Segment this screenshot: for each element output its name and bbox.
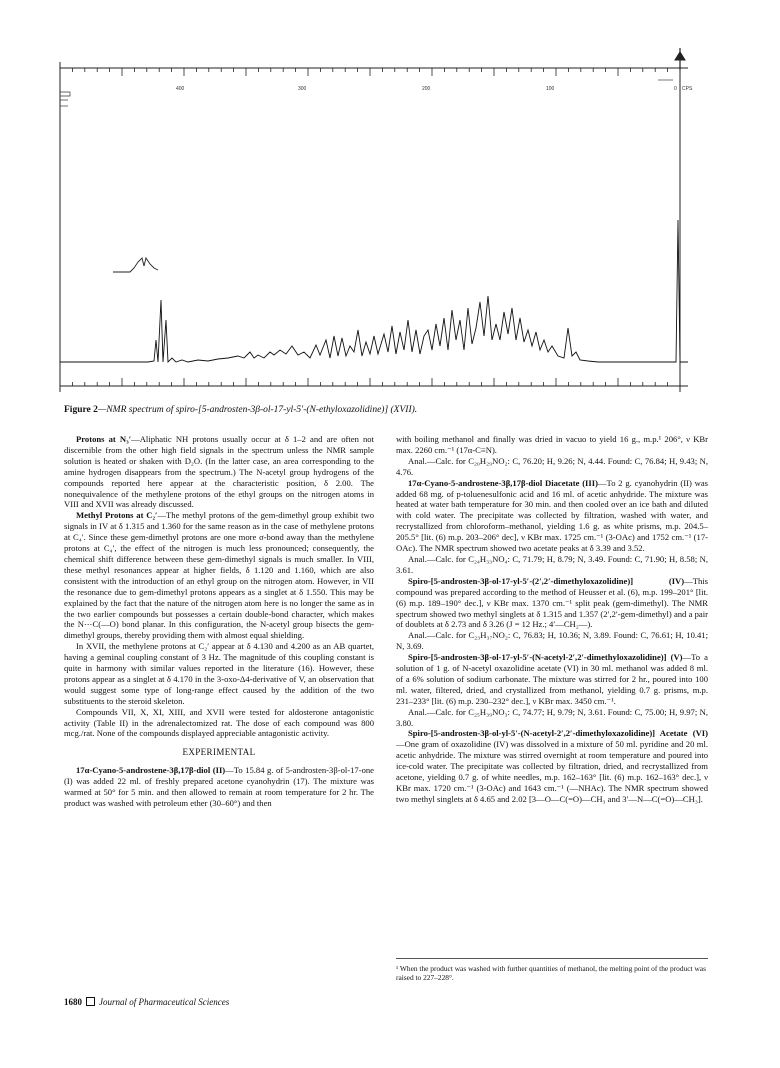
paragraph-text: In XVII, the methylene protons at C₂′ appear at δ 4.130 and 4.200 as an AB quartet, having a geminal coupling constant of 3 Hz. The magnitude of this coupling constant is quite in harmony with similar values reported in the literature (16). However, these protons appear as a singlet at δ 4.170 in the 3-oxo-Δ4-derivative of V, an observation that would suggest some type of long-range effect caused by the addition of the two substituents to the steroid skeleton. [64,641,374,706]
paragraph [396,728,708,804]
axis-labels [176,86,693,92]
paragraph [396,576,708,631]
paragraph [64,434,374,510]
figure-caption-text: —NMR spectrum of spiro-[5-androsten-3β-ol-17-yl-5′-(N-ethyloxazolidine)] (XVII). [97,405,418,415]
journal-name: Journal of Pharmaceutical Sciences [99,997,230,1007]
paragraph [64,765,374,809]
run-in-heading: Methyl Protons at C₂′ [76,510,158,521]
axis-label-200: 200 [422,86,431,92]
axis-label-cps: CPS [682,86,693,92]
box-glyph [86,997,95,1006]
run-in-heading: 17α-Cyano-5-androstene-3β,17β-diol (II) [76,765,226,776]
paragraph [64,510,374,641]
figure-caption [64,404,704,416]
run-in-heading: Spiro-[5-androsten-3β-ol-yl-5′-(N-acetyl-2′,2′-dimethyloxazolidine)] Acetate (VI) [408,728,708,739]
spectrum-trace [60,220,688,362]
axis-ticks [60,68,680,386]
axis-label-100: 100 [546,86,555,92]
paragraph-text: Anal.—Calc. for C₂₀H₂₉NO₂: C, 76.20; H, 9.26; N, 4.44. Found: C, 76.84; H, 9.43; N, 4.76. [396,455,708,477]
paragraph [396,478,708,554]
run-in-heading: 17α-Cyano-5-androstene-3β,17β-diol Diacetate (III) [408,477,598,488]
figure-caption-label: Figure 2 [64,405,98,415]
integral-expansion [113,258,158,272]
integral-traces [60,92,70,106]
paragraph-text: —Aliphatic NH protons usually occur at δ 1–2 and are often not discernible from the other high field signals in the spectrum unless the NMR sample solution is heated or shaken with D₂O. (In the latter case, an area corresponding to the amine hydrogen disappears from the spectrum.) The N-acetyl group hydrogens of the compounds reported here appear at the characteristic position, δ 2.00. The nonequivalence of the methylene protons of the ethyl groups on the nitrogen atoms in VIII and XVII was already discussed. [64,434,374,510]
section-heading-experimental: EXPERIMENTAL [182,747,256,758]
right-column [396,434,708,805]
paragraph [396,652,708,707]
reference-marker [658,48,685,80]
spectrum-frame [60,62,688,392]
nmr-spectrum-figure [58,40,698,400]
page-footer [64,997,229,1007]
paragraph-text: —To 2 g. cyanohydrin (II) was added 68 mg. of p-toluenesulfonic acid and 16 ml. of acetic anhydride. The mixture was heated at water bath temperature for 30 min. and then cooled over an ice bath and diluted with cold water. The precipitate was collected by filtration, washed with water, and recrystallized from chloroform–methanol, yielding 1.6 g. as white prisms, m.p. 204.5–205.5° [lit. (6) m.p. 203–206° dec], ν KBr max. 1725 cm.⁻¹ (3-OAc) and 1752 cm.⁻¹ (17-OAc). The NMR spectrum showed two acetate peaks at δ 3.39 and 3.52. [396,477,708,554]
paragraph-text: —To a solution of 1 g. of N-acetyl oxazolidine acetate (VI) in 30 ml. methanol was added 8 ml. of a 6% solution of sodium carbonate. The mixture was stirred for 2 hr., poured into 100 ml. water, filtered, dried, and crystallized from methanol, yielding 0.7 g. prisms, m.p. 231–233° [lit. (6) m.p. 230–232° dec.], ν KBr max. 3450 cm.⁻¹. [396,652,708,706]
footnote: ¹ When the product was washed with further quantities of methanol, the melting point of the product was raised to 227–228°. [396,958,708,982]
paragraph [64,641,374,706]
axis-label-0: 0 [674,86,677,92]
axis-label-400: 400 [176,86,185,92]
left-column [64,434,374,809]
page-number: 1680 [64,997,82,1007]
paragraph-text: —The methyl protons of the gem-dimethyl group exhibit two signals in IV at δ 1.315 and 1.360 for the same reason as in the case of methylene protons at C₄′. Since these gem-dimethyl protons are one more σ-bond away than the methylene protons at C₄′, the effect of the nitrogen is much less pronounced; consequently, the chemical shift difference between these gem-dimethyl signals is much smaller. In VIII, these methyl resonances appear at higher fields, δ 1.120 and 1.160, which are also consistent with the introduction of an ethyl group on the nitrogen atom. However, in VII the resonance due to gem-dimethyl protons appears as a singlet at δ 1.550. This may be explained by the fact that the nature of the nitrogen atom here is no longer the same as in the two earlier compounds but possesses a certain double-bond character, which makes the N⋯C(—O) bond planar. In this configuration, the N-acetyl group bisects the gem-dimethyl groups, thereby providing them with almost equal shielding. [64,510,374,641]
run-in-heading: Spiro-[5-androsten-3β-ol-17-yl-5′-(N-acetyl-2′,2′-dimethyloxazolidine)] (V) [408,652,683,663]
paragraph [396,434,708,456]
run-in-heading: Spiro-[5-androsten-3β-ol-17-yl-5′-(2′,2′-dimethyloxazolidine)] (IV) [408,575,685,586]
run-in-heading: Protons at N₃′ [76,434,132,444]
paragraph-text: Compounds VII, X, XI, XIII, and XVII were tested for aldosterone antagonistic activity (Table II) in the adrenalectomized rat. The dose of each compound was 800 mcg./rat. None of the compounds displayed appreciable antagonistic activity. [64,706,374,739]
paragraph-text: Anal.—Calc. for C₂₅H₃₉NO₃: C, 74.77; H, 9.79; N, 3.61. Found: C, 75.00; H, 9.97; N, 3.80. [396,706,708,728]
paragraph-text: Anal.—Calc. for C₂₄H₃₃NO₄: C, 71.79; H, 8.79; N, 3.49. Found: C, 71.90; H, 8.58; N, 3.61. [396,553,708,575]
paragraph-text: —One gram of oxazolidine (IV) was dissolved in a mixture of 50 ml. pyridine and 20 ml. acetic anhydride. The mixture was stirred overnight at room temperature and poured into ice-cold water. The precipitate was collected by filtration, dried, and recrystallized from acetone, yielding 0.7 g. of white needles, m.p. 162–163° [lit. (6) m.p. 162–163° dec.], ν KBr max. 1720 cm.⁻¹ (3-OAc) and 1643 cm.⁻¹ (—NHAc). The NMR spectrum showed two methyl singlets at δ 4.65 and 2.02 [3—O—C(=O)—CH₃ and 3′—N—C(=O)—CH₃]. [396,739,708,804]
paragraph-text: with boiling methanol and finally was dried in vacuo to yield 16 g., m.p.¹ 206°, ν KBr max. 2260 cm.⁻¹ (17α-C≡N). [396,434,708,455]
paragraph-text: —To 15.84 g. of 5-androsten-3β-ol-17-one (I) was added 22 ml. of freshly prepared acetone cyanohydrin (17). The mixture was warmed at 50° for 5 min. and then allowed to remain at room temperature for 2 hr. The product was washed with petroleum ether (30–60°) and then [64,765,374,808]
paragraph-text: Anal.—Calc. for C₂₃H₃₇NO₂: C, 76.83; H, 10.36; N, 3.89. Found: C, 76.61; H, 10.41; N, 3.69. [396,630,708,652]
paragraph-text: —This compound was prepared according to the method of Heusser et al. (6), m.p. 199–201° [lit. (6) m.p. 189–190° dec.], ν KBr max. 1370 cm.⁻¹ split peak (gem-dimethyl). The NMR spectrum showed two methyl singlets at δ 1.315 and 1.357 (2′,2′-gem-dimethyl) and a pair of doublets at δ 2.73 and δ 3.26 (J = 12 Hz.; 4′—CH₂—). [396,575,708,630]
paragraph [64,707,374,740]
paragraph [396,707,708,729]
paragraph [396,554,708,576]
paragraph [396,456,708,478]
axis-label-300: 300 [298,86,307,92]
paragraph [396,630,708,652]
